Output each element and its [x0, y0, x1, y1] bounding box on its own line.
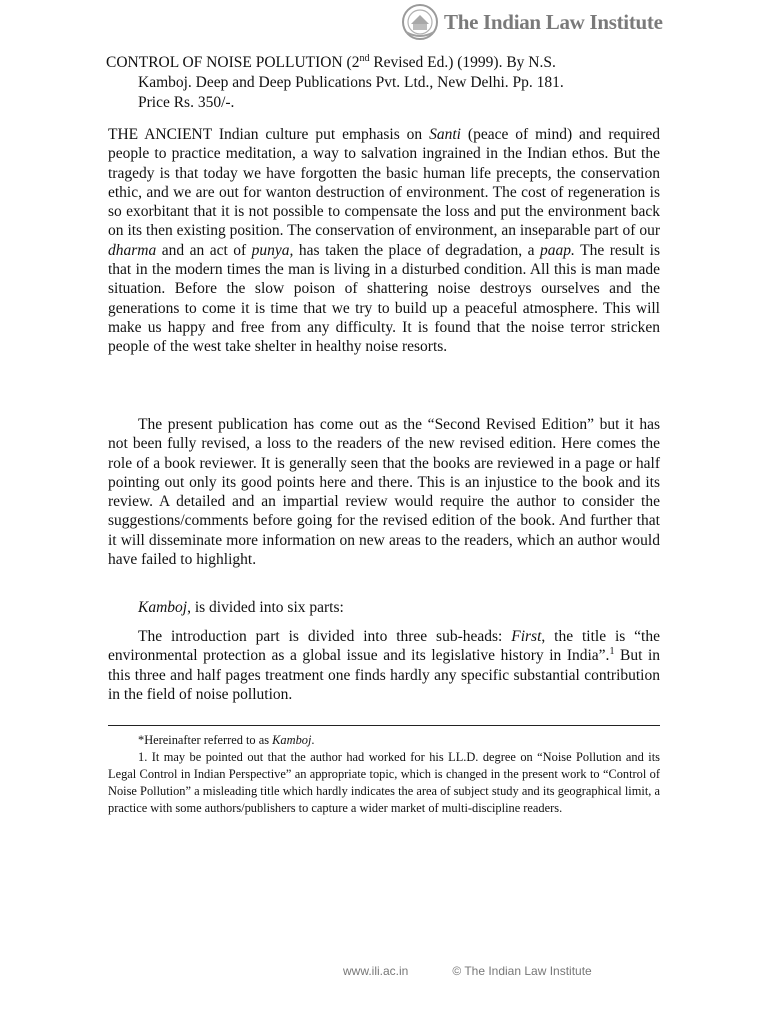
footnote-1: 1. It may be pointed out that the author had worked for his LL.D. degree on “Noise Pollution and its Legal Control in Indian Perspective” an appropriate topic, which is changed in the present work to “Control of Noise Pollution” a misleading title which hardly indicates the area of subject study and its geographical limit, a practice with some authors/publishers to capture a wider market of multi-discipline readers.: [108, 750, 660, 815]
paragraph-2: The present publication has come out as the “Second Revised Edition” but it has not been fully revised, a loss to the readers of the new revised edition. Here comes the role of a book reviewer. It is generally seen that the books are reviewed in a page or half pointing out only its good points here and there. This is an injustice to the book and its review. A detailed and an impartial review would require the author to consider the suggestions/comments before going for the revised edition of the book. And further that it will disseminate more information on new areas to the readers, which an author would have failed to highlight.: [108, 416, 660, 569]
header-logo: [400, 0, 680, 44]
paragraph-4: The introduction part is divided into three sub-heads: First, the title is “the environmental protection as a global issue and its legislative history in India”.$^1$ But in this three and half pages treatment one finds hardly any specific substantial contribution in the field of noise pollution.: [108, 628, 660, 703]
seal-emblem-icon: [400, 2, 440, 42]
paragraph-1: THE ANCIENT Indian culture put emphasis on Santi (peace of mind) and required people to practice meditation, a way to salvation ingrained in the Indian ethos. But the tragedy is that today we have forgotten the basic human life precepts, the conservation ethic, and we are out for wanton destruction of environment. The cost of regeneration is so exorbitant that it is not possible to compensate the loss and put the environment back on its then existing position. The conservation of environment, an inseparable part of our dharma and an act of punya, has taken the place of degradation, a paap. The result is that in the modern times the man is living in a disturbed condition. All this is man made situation. Before the slow poison of shattering noise destroys ourselves and the generations to come it is time that we try to build up a peaceful atmosphere. This will make us happy and free from any difficulty. It is found that the noise terror stricken people of the west take shelter in healthy noise resorts.: [108, 126, 660, 356]
citation-line-3: Price Rs. 350/-.: [138, 94, 235, 111]
citation-line-2: Kamboj. Deep and Deep Publications Pvt. Ltd., New Delhi. Pp. 181.: [138, 74, 564, 91]
footnote-star: *Hereinafter referred to as Kamboj.: [138, 733, 315, 747]
page-footer: [343, 964, 592, 978]
paragraph-3: Kamboj, is divided into six parts:: [138, 599, 344, 616]
footer-website-link[interactable]: www.ili.ac.in: [343, 964, 409, 978]
book-citation: [106, 53, 666, 113]
institute-name: The Indian Law Institute: [444, 9, 663, 34]
footnotes: [108, 732, 660, 817]
footer-copyright: © The Indian Law Institute: [452, 964, 592, 978]
footnote-divider: [108, 725, 660, 726]
citation-line-1: CONTROL OF NOISE POLLUTION (2nd Revised Ed.) (1999). By N.S.: [106, 52, 556, 71]
